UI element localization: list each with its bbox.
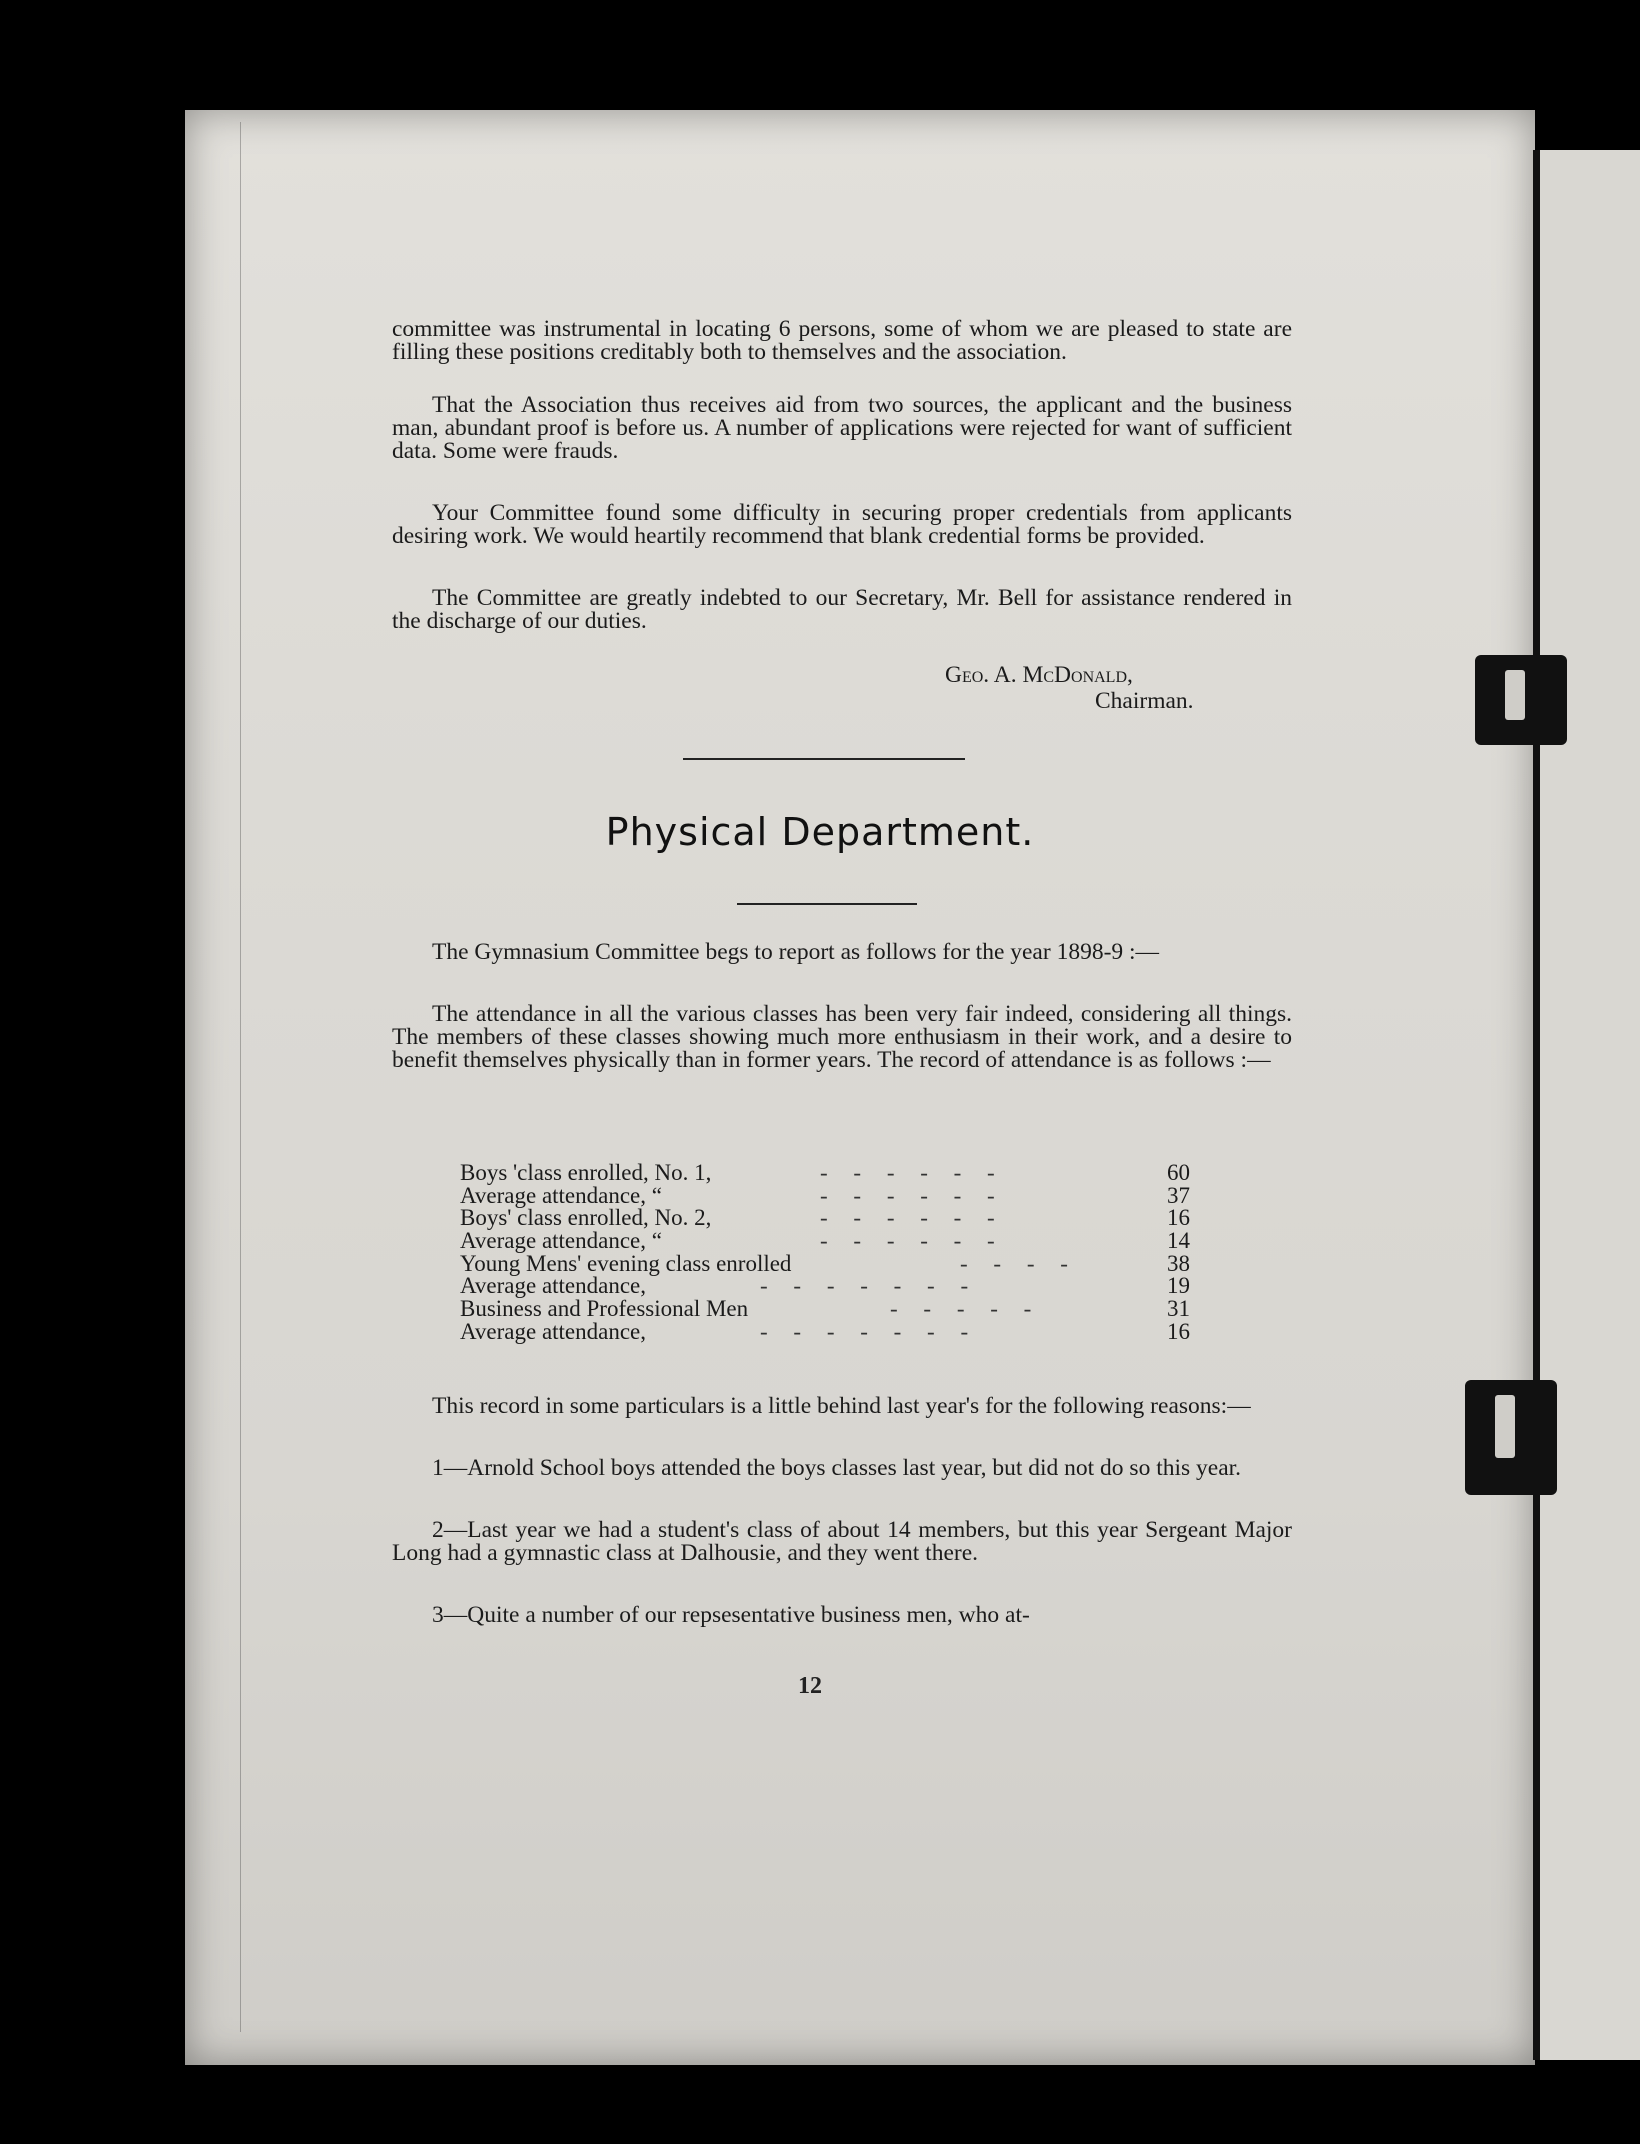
binding-line [1533,150,1540,2060]
attendance-table [460,1162,1190,1344]
table-row [460,1230,1190,1253]
table-row [460,1207,1190,1230]
row-leader: - - - - - [890,1296,1042,1322]
row-label: Average attendance, “ [460,1228,662,1254]
table-row [460,1275,1190,1298]
adjacent-page-edge [1535,150,1640,2060]
paragraph-reason-1: 1—Arnold School boys attended the boys classes last year, but did not do so this year. [432,1455,1242,1481]
signature-title: Chairman. [1095,688,1194,714]
row-leader: - - - - - - - [760,1318,979,1344]
table-row [460,1298,1190,1321]
page-number: 12 [798,1673,822,1699]
paragraph-association-aid: That the Association thus receives aid from two sources, the applicant and the business man, abundant proof is before us. A number of applications were rejected for want of sufficient data. Some were frauds. [392,392,1292,464]
signature-name: Geo. A. McDonald, [945,662,1133,688]
row-value: 37 [1167,1182,1190,1208]
row-leader: - - - - - - - [760,1273,979,1299]
section-divider-bottom [737,903,917,905]
row-value: 19 [1167,1273,1190,1299]
paragraph-committee-located: committee was instrumental in locating 6 persons, some of whom we are pleased to state are filling these positions creditably both to themselves and the association. [392,316,1292,365]
row-value: 60 [1167,1160,1190,1185]
table-row [460,1250,1190,1276]
paragraph-record-behind: This record in some particulars is a little behind last year's for the following reasons:— [432,1393,1251,1419]
row-value: 16 [1167,1205,1190,1231]
row-value: 31 [1167,1296,1190,1322]
paragraph-secretary-thanks: The Committee are greatly indebted to our Secretary, Mr. Bell for assistance rendered in the discharge of our duties. [392,585,1292,634]
row-value: 38 [1167,1250,1190,1276]
row-leader: - - - - [960,1250,1078,1276]
section-heading: Physical Department. [605,810,1035,854]
row-leader: - - - - - - [820,1182,1005,1208]
row-label: Boys 'class enrolled, No. 1, [460,1160,712,1185]
binding-clip-bottom [1465,1380,1557,1495]
paragraph-gymnasium-report: The Gymnasium Committee begs to report as follows for the year 1898-9 :— [432,939,1160,965]
row-label: Average attendance, “ [460,1182,662,1208]
binding-clip-top [1475,655,1567,745]
paragraph-attendance-summary: The attendance in all the various classes has been very fair indeed, considering all things. The members of these classes showing much more enthusiasm in their work, and a desire to benefit themselves physically than in former years. The record of attendance is as follows :— [392,1001,1292,1073]
paragraph-credentials: Your Committee found some difficulty in securing proper credentials from applicants desiring work. We would heartily recommend that blank credential forms be provided. [392,500,1292,549]
table-row [460,1162,1190,1185]
row-leader: - - - - - - [820,1160,1005,1185]
paragraph-reason-2: 2—Last year we had a student's class of about 14 members, but this year Sergeant Major Long had a gymnastic class at Dalhousie, and they went there. [392,1517,1292,1566]
row-label: Business and Professional Men [460,1296,749,1322]
row-label: Average attendance, [460,1318,647,1344]
row-leader: - - - - - - [820,1205,1005,1231]
table-row [460,1182,1190,1208]
row-leader: - - - - - - [820,1228,1005,1254]
paragraph-reason-3: 3—Quite a number of our repsesentative business men, who at- [432,1602,1030,1628]
row-label: Boys' class enrolled, No. 2, [460,1205,712,1231]
section-divider-top [683,758,965,760]
row-label: Young Mens' evening class enrolled [460,1250,792,1276]
row-label: Average attendance, [460,1273,647,1299]
row-value: 14 [1167,1228,1190,1254]
row-value: 16 [1167,1318,1190,1344]
table-row [460,1318,1190,1344]
